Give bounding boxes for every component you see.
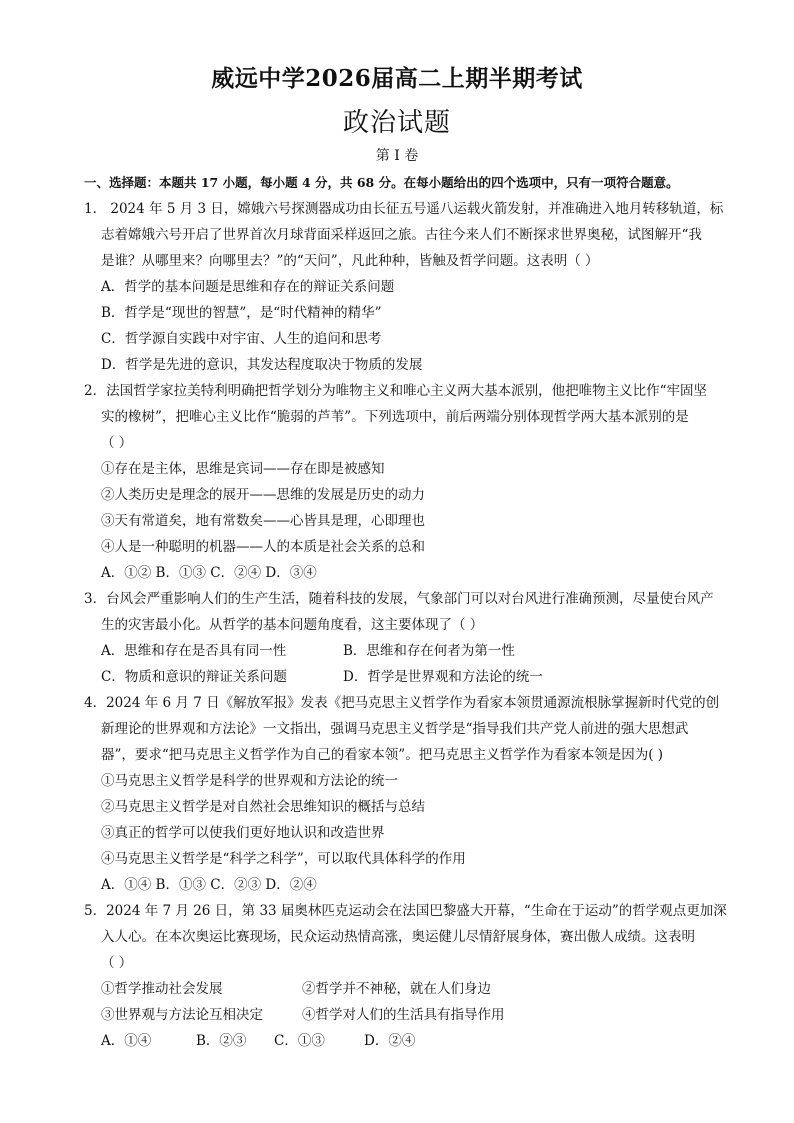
q1-line-1: 1． 2024 年 5 月 3 日，嫦娥六号探测器成功由长征五号遥八运载火箭发射，并准确进入地月转移轨道，标 [84, 201, 724, 217]
q4-statement-1: ①马克思主义哲学是科学的世界观和方法论的统一 [101, 773, 398, 789]
q5-line-3: （ ） [101, 955, 133, 971]
q5-answer-d: D．②④ [364, 1033, 416, 1049]
section-instruction: 一、选择题：本题共 17 小题，每小题 4 分，共 68 分。在每小题给出的四个选项中，只有一项符合题意。 [84, 175, 679, 190]
q2-statement-2: ②人类历史是理念的展开——思维的发展是历史的动力 [101, 487, 425, 503]
q4-statement-4: ④马克思主义哲学是“科学之科学”，可以取代具体科学的作用 [101, 851, 466, 867]
q4-statement-3: ③真正的哲学可以使我们更好地认识和改造世界 [101, 825, 385, 841]
q4-line-2: 新理论的世界观和方法论》一文指出，强调马克思主义哲学是“指导我们共产党人前进的强大思想武 [101, 721, 689, 737]
q1-line-2: 志着嫦娥六号开启了世界首次月球背面采样返回之旅。古往今来人们不断探求世界奥秘，试图解开“我 [101, 227, 702, 243]
q1-option-b: B．哲学是“现世的智慧”，是“时代精神的精华” [101, 305, 382, 321]
q2-line-3: （ ） [101, 435, 133, 451]
q5-line-1: 5．2024 年 7 月 26 日，第 33 届奥林匹克运动会在法国巴黎盛大开幕，“生命在于运动”的哲学观点更加深 [84, 903, 727, 919]
volume-label: 第 I 卷 [375, 148, 419, 164]
q1-line-3: 是谁？从哪里来？向哪里去？”的“天问”，凡此种种，皆触及哲学问题。这表明（ ） [101, 253, 599, 269]
q4-line-3: 器”，要求“把马克思主义哲学作为自己的看家本领”。把马克思主义哲学作为看家本领是因为( ) [101, 747, 664, 763]
q5-answer-c: C．①③ [274, 1033, 325, 1049]
q5-answer-a: A．①④ [101, 1033, 152, 1049]
q3-option-d: D．哲学是世界观和方法论的统一 [343, 669, 543, 685]
q2-line-1: 2．法国哲学家拉美特利明确把哲学划分为唯物主义和唯心主义两大基本派别，他把唯物主义比作“牢固坚 [84, 383, 707, 399]
q2-statement-1: ①存在是主体，思维是宾词——存在即是被感知 [101, 461, 385, 477]
q2-answers: A．①② B．①③ C．②④ D．③④ [101, 565, 317, 581]
q4-statement-2: ②马克思主义哲学是对自然社会思维知识的概括与总结 [101, 799, 425, 815]
q5-statement-2: ②哲学并不神秘，就在人们身边 [302, 981, 491, 997]
q4-line-1: 4．2024 年 6 月 7 日《解放军报》发表《把马克思主义哲学作为看家本领贯通源流根脉掌握新时代党的创 [84, 695, 720, 711]
exam-title: 威远中学2026届高二上期半期考试 [211, 65, 583, 92]
q2-line-2: 实的橡树”，把唯心主义比作“脆弱的芦苇”。下列选项中，前后两端分别体现哲学两大基本派别的是 [101, 409, 689, 425]
q1-option-a: A．哲学的基本问题是思维和存在的辩证关系问题 [101, 279, 395, 295]
q2-statement-4: ④人是一种聪明的机器——人的本质是社会关系的总和 [101, 539, 425, 555]
q2-statement-3: ③天有常道矣，地有常数矣——心皆具是理，心即理也 [101, 513, 425, 529]
q3-line-2: 生的灾害最小化。从哲学的基本问题角度看，这主要体现了（ ） [101, 617, 484, 633]
q3-option-a: A．思维和存在是否具有同一性 [101, 643, 287, 659]
q5-answer-b: B．②③ [196, 1033, 247, 1049]
q1-option-d: D．哲学是先进的意识，其发达程度取决于物质的发展 [101, 357, 423, 373]
subject-title: 政治试题 [342, 108, 451, 138]
q1-option-c: C．哲学源自实践中对宇宙、人生的追问和思考 [101, 331, 382, 347]
q3-option-c: C．物质和意识的辩证关系问题 [101, 669, 287, 685]
q3-option-b: B．思维和存在何者为第一性 [343, 643, 515, 659]
q3-line-1: 3．台风会严重影响人们的生产生活，随着科技的发展，气象部门可以对台风进行准确预测，尽量使台风产 [84, 591, 714, 607]
q5-line-2: 入人心。在本次奥运比赛现场，民众运动热情高涨，奥运健儿尽情舒展身体，赛出傲人成绩。这表明 [101, 929, 695, 945]
q5-statement-3: ③世界观与方法论互相决定 [101, 1007, 263, 1023]
q4-answers: A．①④ B．①③ C．②③ D．②④ [101, 877, 317, 893]
q5-statement-4: ④哲学对人们的生活具有指导作用 [302, 1007, 505, 1023]
q5-statement-1: ①哲学推动社会发展 [101, 981, 223, 997]
